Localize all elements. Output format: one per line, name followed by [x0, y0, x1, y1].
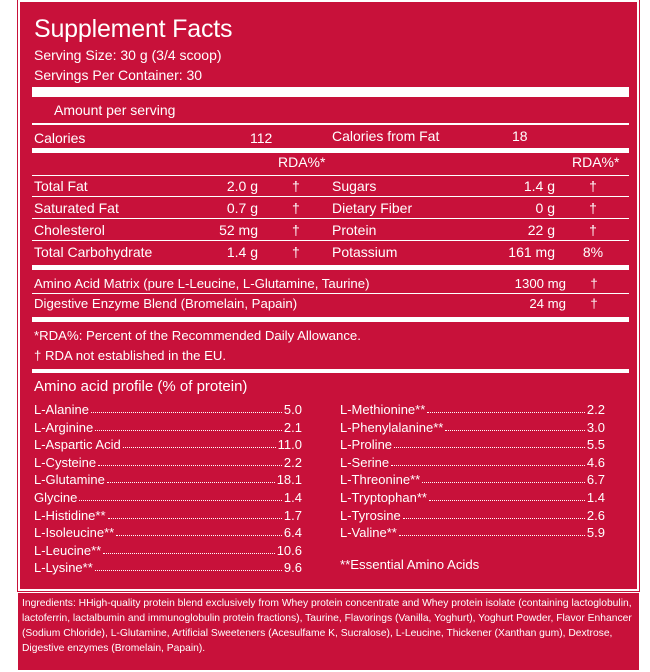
amino-value: 2.2 — [283, 454, 302, 470]
dot-leader — [95, 570, 282, 571]
calories-value: 112 — [250, 130, 273, 146]
nutrient-rda: 8% — [582, 244, 604, 260]
blend-name: Digestive Enzyme Blend (Bromelain, Papain) — [34, 296, 298, 311]
footnote-rda: *RDA%: Percent of the Recommended Daily Allowance. — [34, 328, 361, 343]
supplement-facts-panel — [18, 0, 639, 591]
dot-leader — [95, 430, 282, 431]
amino-name: L-Aspartic Acid — [34, 437, 121, 453]
nutrient-rda: † — [589, 222, 597, 238]
amino-name: L-Alanine — [34, 402, 89, 417]
amino-row — [34, 454, 302, 470]
dot-leader — [98, 465, 282, 466]
medium-rule — [32, 265, 629, 270]
nutrient-name: Cholesterol — [34, 222, 105, 238]
nutrient-rda: † — [589, 200, 597, 216]
amino-value: 11.0 — [277, 437, 302, 453]
amino-value: 1.4 — [283, 490, 302, 505]
amino-value: 3.0 — [586, 419, 605, 435]
amino-name: L-Valine** — [340, 525, 397, 541]
dot-leader — [103, 553, 274, 554]
amino-name: L-Cysteine — [34, 454, 97, 470]
amino-row — [34, 524, 302, 540]
amino-row — [340, 489, 605, 505]
amino-row — [34, 489, 302, 505]
medium-rule — [32, 317, 629, 322]
rda-header-right: RDA%* — [572, 154, 620, 170]
nutrient-rda: † — [292, 244, 300, 260]
nutrient-rda: † — [292, 200, 300, 216]
amino-value: 18.1 — [276, 472, 302, 488]
dot-leader — [79, 500, 282, 501]
servings-per-container: Servings Per Container: 30 — [34, 67, 203, 83]
amino-row — [34, 471, 302, 487]
amino-value: 5.5 — [586, 437, 605, 453]
amino-value: 2.1 — [283, 419, 302, 435]
dot-leader — [429, 500, 585, 501]
amino-row — [34, 507, 302, 523]
medium-rule — [32, 148, 629, 153]
panel-title: Supplement Facts — [34, 15, 233, 43]
amino-row — [340, 419, 605, 435]
amino-title: Amino acid profile (% of protein) — [34, 378, 248, 395]
nutrient-rda: † — [292, 178, 300, 194]
rule — [32, 175, 629, 176]
essential-note: **Essential Amino Acids — [340, 557, 480, 572]
amino-row — [340, 436, 605, 452]
amino-value: 6.7 — [586, 472, 605, 488]
rule — [32, 240, 629, 241]
amino-name: Glycine — [34, 490, 78, 505]
rule — [32, 293, 629, 294]
amino-name: L-Tryptophan** — [340, 490, 427, 505]
blend-amount: 1300 mg — [514, 276, 566, 291]
rule — [32, 196, 629, 197]
amino-row — [340, 454, 605, 470]
amino-row — [340, 524, 605, 540]
dot-leader — [108, 518, 282, 519]
amount-per-serving: Amount per serving — [54, 102, 176, 118]
amino-row — [34, 401, 302, 417]
rule — [32, 218, 629, 219]
amino-name: L-Tyrosine — [340, 507, 401, 523]
blend-amount: 24 mg — [529, 296, 566, 311]
amino-name: L-Histidine** — [34, 507, 106, 523]
nutrient-name: Protein — [332, 222, 377, 238]
serving-size: Serving Size: 30 g (3/4 scoop) — [34, 47, 222, 63]
nutrient-amount: 22 g — [527, 222, 555, 238]
nutrient-name: Saturated Fat — [34, 200, 119, 216]
dot-leader — [116, 535, 282, 536]
amino-row — [34, 436, 302, 452]
nutrient-name: Total Fat — [34, 178, 88, 194]
amino-row — [340, 401, 605, 417]
amino-value: 6.4 — [283, 525, 302, 541]
amino-value: 2.2 — [586, 402, 605, 417]
blend-rda: † — [590, 276, 598, 291]
dot-leader — [91, 412, 282, 413]
ingredients-panel — [18, 593, 639, 670]
amino-value: 5.9 — [586, 525, 605, 541]
amino-row — [340, 507, 605, 523]
amino-value: 9.6 — [283, 560, 302, 576]
blend-rda: † — [590, 296, 598, 311]
nutrient-amount: 2.0 g — [226, 178, 258, 194]
amino-name: L-Serine — [340, 454, 390, 470]
amino-row — [34, 559, 302, 575]
dot-leader — [394, 447, 585, 448]
dot-leader — [107, 482, 275, 483]
amino-name: L-Arginine — [34, 419, 94, 435]
amino-value: 1.7 — [283, 507, 302, 523]
dot-leader — [391, 465, 585, 466]
calories-from-fat-label: Calories from Fat — [332, 128, 440, 144]
nutrient-amount: 161 mg — [508, 244, 555, 260]
nutrient-name: Potassium — [332, 244, 398, 260]
nutrient-amount: 1.4 g — [523, 178, 555, 194]
medium-rule — [32, 369, 629, 373]
nutrient-amount: 0.7 g — [226, 200, 258, 216]
thick-rule — [32, 87, 629, 97]
amino-name: L-Glutamine — [34, 472, 105, 488]
amino-name: L-Methionine** — [340, 402, 426, 417]
amino-row — [340, 471, 605, 487]
nutrient-amount: 52 mg — [219, 222, 258, 238]
amino-name: L-Leucine** — [34, 542, 102, 558]
nutrient-rda: † — [589, 178, 597, 194]
nutrient-amount: 1.4 g — [226, 244, 258, 260]
calories-from-fat-value: 18 — [512, 128, 528, 144]
amino-value: 5.0 — [283, 402, 302, 417]
nutrient-amount: 0 g — [535, 200, 555, 216]
calories-label: Calories — [34, 130, 86, 146]
dot-leader — [427, 412, 585, 413]
dot-leader — [399, 535, 585, 536]
amino-name: L-Lysine** — [34, 560, 93, 576]
amino-name: L-Phenylalanine** — [340, 419, 444, 435]
amino-value: 4.6 — [586, 454, 605, 470]
amino-value: 10.6 — [276, 542, 302, 558]
ingredients-text: Ingredients: HHigh-quality protein blend exclusively from Whey protein concentrate and Whey protein isolate (containing lactoglobulin, lactoferrin, lactalbumin and immunoglobulin protein fractions), Taurine, Flavorings (Vanilla, Yoghurt), Yoghurt Powder, Flavor Enhancer (Sodium Chloride), L-Glutamine, Artificial Sweeteners (Acesulfame K, Sucralose), L-Leucine, Thickener (Xanthan gum), Dextrose, Digestive enzymes (Bromelain, Papain). — [22, 598, 632, 654]
nutrient-rda: † — [292, 222, 300, 238]
dot-leader — [445, 430, 585, 431]
amino-row — [34, 419, 302, 435]
nutrient-name: Sugars — [332, 178, 377, 194]
blend-name: Amino Acid Matrix (pure L-Leucine, L-Glutamine, Taurine) — [34, 276, 370, 291]
amino-name: L-Proline — [340, 437, 393, 453]
rule — [32, 123, 629, 125]
dot-leader — [422, 482, 585, 483]
dot-leader — [403, 518, 585, 519]
amino-name: L-Isoleucine** — [34, 525, 115, 541]
amino-name: L-Threonine** — [340, 472, 421, 488]
amino-row — [34, 542, 302, 558]
amino-value: 2.6 — [586, 507, 605, 523]
footnote-dagger: † RDA not established in the EU. — [34, 348, 227, 363]
rda-header-left: RDA%* — [278, 154, 326, 170]
nutrient-name: Dietary Fiber — [332, 200, 413, 216]
dot-leader — [123, 447, 276, 448]
amino-value: 1.4 — [586, 490, 605, 505]
nutrient-name: Total Carbohydrate — [34, 244, 153, 260]
